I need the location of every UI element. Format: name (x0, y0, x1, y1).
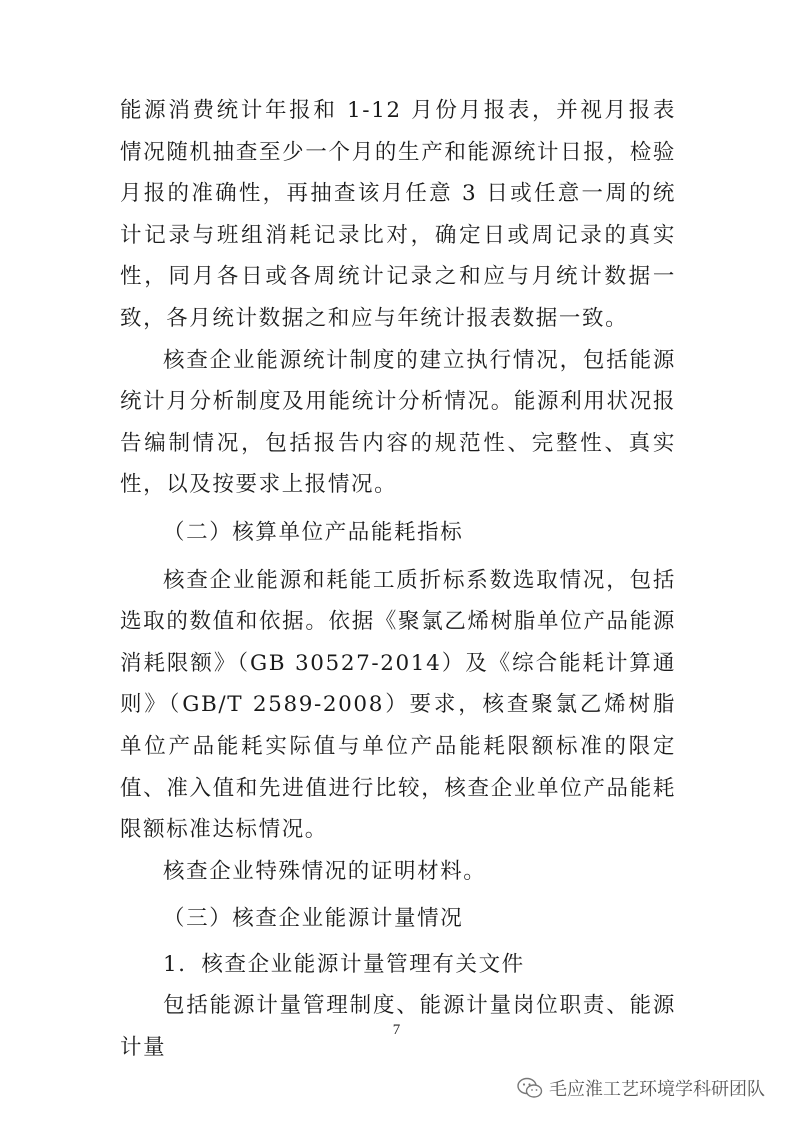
section-heading-3: （三）核查企业能源计量情况 (163, 906, 464, 932)
paragraph-metering-documents: 包括能源计量管理制度、能源计量岗位职责、能源计量 (120, 993, 676, 1061)
paragraph-conversion-factor: 核查企业能源和耗能工质折标系数选取情况，包括选取的数值和依据。依据《聚氯乙烯树脂单位产品能源消耗限额》（GB 30527-2014）及《综合能耗计算通则》（GB/T 2589-2008）要求，核查聚氯乙烯树脂单位产品能耗实际值与单位产品能耗限额标准的限定值、准入值和先进值进行比较，核查企业单位产品能耗限额标准达标情况。 (120, 567, 676, 843)
paragraph-statistics-system: 核查企业能源统计制度的建立执行情况，包括能源统计月分析制度及用能统计分析情况。能源利用状况报告编制情况，包括报告内容的规范性、完整性、真实性，以及按要求上报情况。 (120, 347, 676, 498)
subsection-heading-1: 1．核查企业能源计量管理有关文件 (163, 951, 525, 977)
paragraph-statistics-report: 能源消费统计年报和 1-12 月份月报表，并视月报表情况随机抽查至少一个月的生产和能源统计日报，检验月报的准确性，再抽查该月任意 3 日或任意一周的统计记录与班组消耗记录比对，确定日或周记录的真实性，同月各日或各周统计记录之和应与月统计数据一致，各月统计数据之和应与年统计报表数据一致。 (120, 98, 676, 331)
paragraph-special-materials: 核查企业特殊情况的证明材料。 (163, 858, 487, 884)
wechat-icon (517, 1077, 543, 1099)
section-heading-2: （二）核算单位产品能耗指标 (163, 519, 464, 545)
watermark-text: 毛应淮工艺环境学科研团队 (549, 1079, 765, 1100)
page-number: 7 (392, 1022, 401, 1038)
watermark (517, 1075, 765, 1101)
document-body (120, 90, 676, 1069)
